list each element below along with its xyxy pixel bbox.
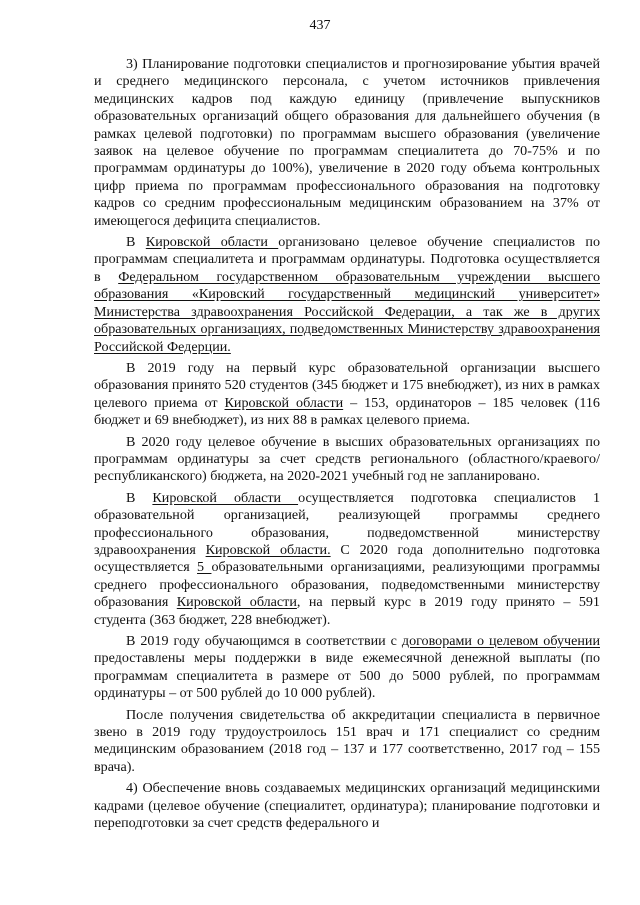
region-name-link: Кировской области <box>224 394 344 411</box>
text-segment: В <box>126 234 146 251</box>
text-segment: В 2019 году обучающимся в соответствии с <box>126 633 402 649</box>
region-name-link: Кировской области. <box>205 541 331 558</box>
paragraph-4: В 2020 году целевое обучение в высших образовательных организациях по программам ординатуры за счет средств регионального (областного/краевого/республиканского) бюджета, на 2020-2021 учебный год не запланировано. <box>94 433 600 485</box>
paragraph-5 <box>94 490 600 629</box>
text-segment: предоставлены меры поддержки в виде ежемесячной денежной выплаты (по программам специалитета в размере от 500 до 5000 рублей, по программам ординатуры – от 500 рублей до 10 000 рублей). <box>94 650 600 702</box>
document-body <box>94 56 600 836</box>
text-segment: организовано целевое обучение специалистов по программам специалитета и программам ординатуры. Подготовка осуществляется в <box>94 234 600 285</box>
text-segment: С 2020 года дополнительно подготовка осуществляется <box>94 541 601 576</box>
text-segment: , на первый курс в 2019 году принято – 591 студента (363 бюджет, 228 внебюджет). <box>94 594 600 628</box>
paragraph-8: 4) Обеспечение вновь создаваемых медицинских организаций медицинскими кадрами (целевое обучение (специалитет, ординатура); планирование подготовки и переподготовки за счет средств федерального и <box>94 780 600 832</box>
org-count: 5 <box>197 559 212 576</box>
university-name: Федеральном государственном образовательным учреждении высшего образования «Кировский государственный медицинский университет» Министерства здравоохранения Российской Федерации, а так же в других образовательных организациях, подведомственных Министерству здравоохранения Российской Федерции. <box>94 268 600 355</box>
page-number: 437 <box>309 18 331 33</box>
contracts-link: договорами о целевом обучении <box>401 633 600 649</box>
paragraph-7: После получения свидетельства об аккредитации специалиста в первичное звено в 2019 году трудоустроилось 151 врач и 171 специалист со средним медицинским образованием (2018 год – 137 и 177 соответственно, 2017 год – 155 врача). <box>94 706 600 775</box>
paragraph-1: 3) Планирование подготовки специалистов и прогнозирование убытия врачей и среднего медицинского персонала, с учетом источников привлечения медицинских кадров под каждую единицу (привлечение выпускников образовательных организаций общего образования для дальнейшего обучения (в рамках целевой подготовки) по программам высшего образования (увеличение заявок на целевое обучение по программам специалитета до 70-75% и по программам ординатуры до 100%), увеличение в 2020 году объема контрольных цифр приема по программам профессионального образования на подготовку кадров со средним профессиональным медицинским образованием на 37% от имеющегося дефицита специалистов. <box>94 56 600 229</box>
region-name-link: Кировской области <box>145 234 279 251</box>
region-name-link: Кировской области <box>152 489 299 506</box>
text-segment: осуществляется подготовка специалистов 1 образовательной организацией, реализующей программы среднего профессионального образования, подведомственной министерству здравоохранения <box>94 489 600 558</box>
paragraph-2 <box>94 234 600 356</box>
paragraph-3 <box>94 360 600 430</box>
paragraph-6 <box>94 633 600 703</box>
text-segment: В <box>126 489 153 506</box>
text-segment: – 153, ординаторов – 185 человек (116 бюджет и 69 внебюджет), из них 88 в рамках целевого приема. <box>94 394 600 429</box>
region-name-link: Кировской области <box>176 594 297 611</box>
text-segment: образовательными организациями, реализующими программы среднего профессионального образования, подведомственными министерству образования <box>94 559 600 611</box>
text-segment: В 2019 году на первый курс образовательной организации высшего образования принято 520 студентов (345 бюджет и 175 внебюджет), из них в рамках целевого приема от <box>94 359 600 411</box>
